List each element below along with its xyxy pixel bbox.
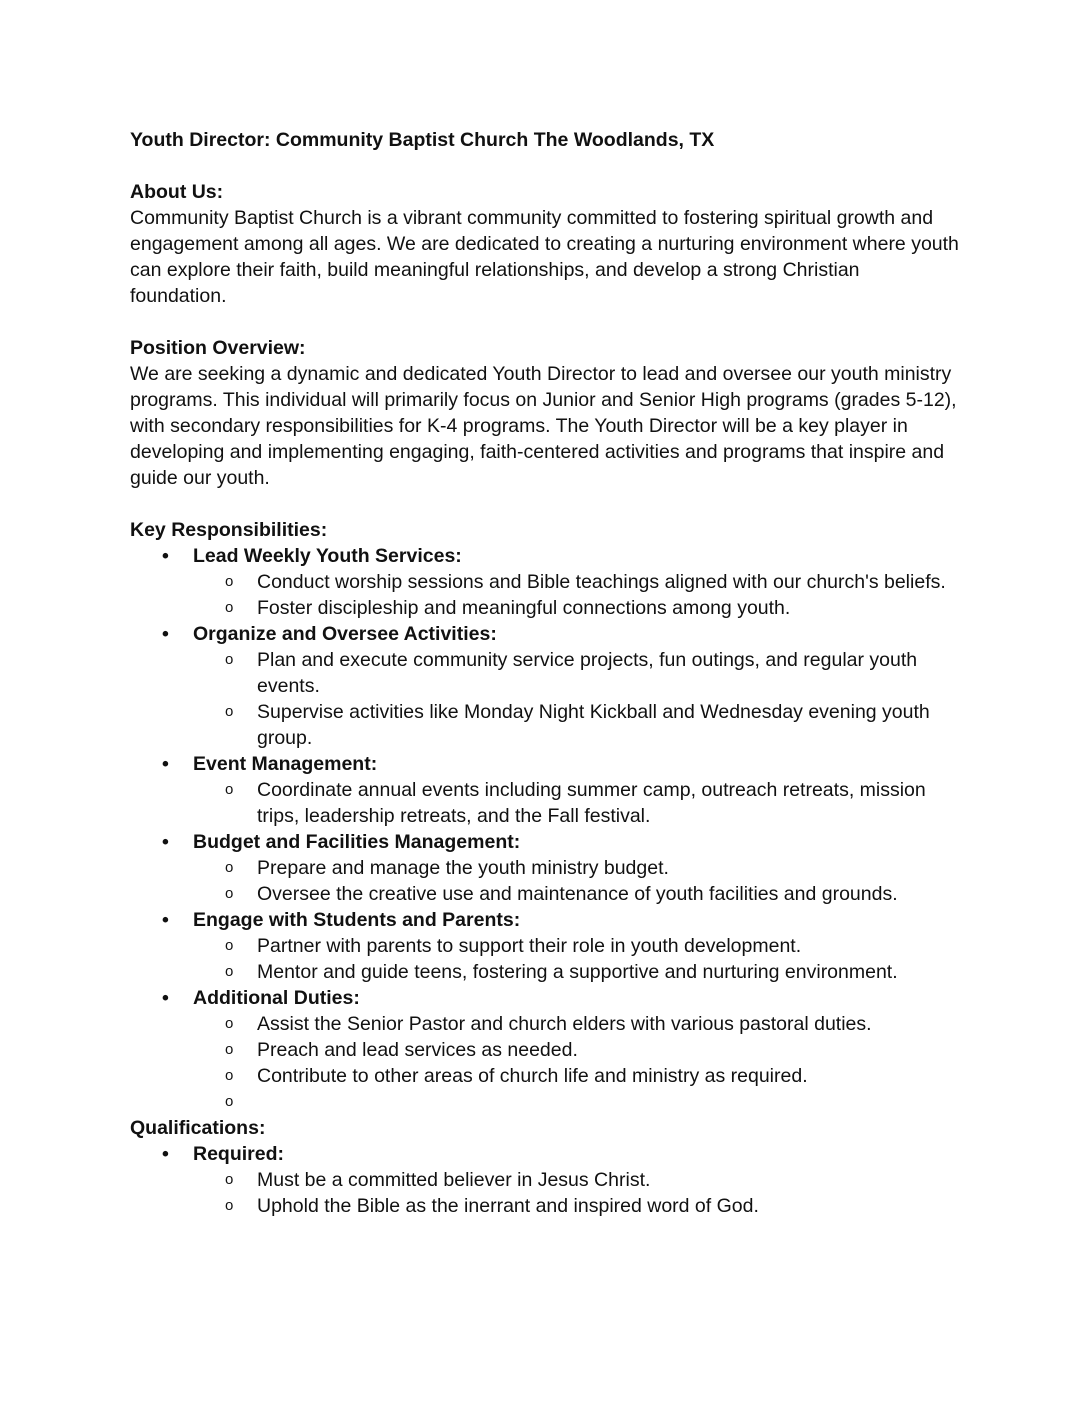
sub-list-item [193,881,960,907]
about-heading: About Us: [130,181,224,203]
list-item [130,829,960,907]
spacer [130,153,960,179]
list-item [130,985,960,1115]
sub-list [193,569,960,621]
circle-bullet-icon: o [225,1093,234,1110]
sub-list-item [193,959,960,985]
list-item [130,751,960,829]
bullet-icon: • [162,987,169,1009]
sub-list [193,777,960,829]
document-title: Youth Director: Community Baptist Church The Woodlands, TX [130,129,715,151]
sub-list-item-text: Plan and execute community service projects, fun outings, and regular youth events. [257,649,918,697]
list-item-label: Additional Duties: [193,987,360,1009]
sub-list [193,1011,960,1115]
sub-list-item [193,1011,960,1037]
circle-bullet-icon: o [225,703,234,720]
sub-list-item [193,1167,960,1193]
sub-list-item-text: Conduct worship sessions and Bible teachings aligned with our church's beliefs. [257,571,946,593]
qualifications-list [130,1141,960,1219]
bullet-icon: • [162,753,169,775]
sub-list-item-text: Foster discipleship and meaningful connections among youth. [257,597,791,619]
bullet-icon: • [162,1143,169,1165]
circle-bullet-icon: o [225,885,234,902]
bullet-icon: • [162,831,169,853]
qualifications-heading: Qualifications: [130,1117,266,1139]
sub-list-item [193,1089,960,1115]
sub-list [193,855,960,907]
sub-list-item-text [257,1091,262,1113]
sub-list-item-text: Must be a committed believer in Jesus Christ. [257,1169,651,1191]
sub-list-item [193,855,960,881]
circle-bullet-icon: o [225,937,234,954]
sub-list-item [193,933,960,959]
circle-bullet-icon: o [225,963,234,980]
sub-list [193,933,960,985]
bullet-icon: • [162,545,169,567]
sub-list-item [193,777,960,829]
list-item-label: Organize and Oversee Activities: [193,623,497,645]
sub-list [193,647,960,751]
circle-bullet-icon: o [225,1015,234,1032]
circle-bullet-icon: o [225,1067,234,1084]
sub-list-item-text: Uphold the Bible as the inerrant and inspired word of God. [257,1195,759,1217]
sub-list-item [193,699,960,751]
spacer [130,491,960,517]
list-item [130,621,960,751]
sub-list-item [193,1193,960,1219]
sub-list-item-text: Partner with parents to support their role in youth development. [257,935,802,957]
list-item [130,1141,960,1219]
about-body: Community Baptist Church is a vibrant community committed to fostering spiritual growth and engagement among all ages. We are dedicated to creating a nurturing environment where youth can explore their faith, build meaningful relationships, and develop a strong Christian foundation. [130,207,959,307]
list-item-label: Lead Weekly Youth Services: [193,545,462,567]
sub-list-item-text: Assist the Senior Pastor and church elders with various pastoral duties. [257,1013,872,1035]
circle-bullet-icon: o [225,781,234,798]
circle-bullet-icon: o [225,1041,234,1058]
sub-list-item-text: Mentor and guide teens, fostering a supportive and nurturing environment. [257,961,898,983]
sub-list-item [193,647,960,699]
sub-list-item-text: Preach and lead services as needed. [257,1039,578,1061]
circle-bullet-icon: o [225,1197,234,1214]
document-page [130,127,960,1219]
sub-list-item [193,1063,960,1089]
sub-list-item [193,569,960,595]
list-item-label: Budget and Facilities Management: [193,831,521,853]
circle-bullet-icon: o [225,651,234,668]
sub-list-item-text: Prepare and manage the youth ministry budget. [257,857,669,879]
sub-list-item-text: Oversee the creative use and maintenance of youth facilities and grounds. [257,883,898,905]
list-item [130,907,960,985]
list-item-label: Required: [193,1143,285,1165]
spacer [130,309,960,335]
bullet-icon: • [162,623,169,645]
list-item-label: Event Management: [193,753,378,775]
circle-bullet-icon: o [225,1171,234,1188]
list-item-label: Engage with Students and Parents: [193,909,521,931]
sub-list-item-text: Coordinate annual events including summer camp, outreach retreats, mission trips, leadership retreats, and the Fall festival. [257,779,926,827]
circle-bullet-icon: o [225,859,234,876]
bullet-icon: • [162,909,169,931]
responsibilities-heading: Key Responsibilities: [130,519,328,541]
circle-bullet-icon: o [225,599,234,616]
sub-list-item [193,595,960,621]
sub-list-item-text: Contribute to other areas of church life and ministry as required. [257,1065,808,1087]
overview-body: We are seeking a dynamic and dedicated Youth Director to lead and oversee our youth ministry programs. This individual will primarily focus on Junior and Senior High programs (grades 5-12), with secondary responsibilities for K-4 programs. The Youth Director will be a key player in developing and implementing engaging, faith-centered activities and programs that inspire and guide our youth. [130,363,957,489]
sub-list [193,1167,960,1219]
list-item [130,543,960,621]
overview-heading: Position Overview: [130,337,306,359]
responsibilities-list [130,543,960,1115]
sub-list-item [193,1037,960,1063]
sub-list-item-text: Supervise activities like Monday Night Kickball and Wednesday evening youth group. [257,701,930,749]
circle-bullet-icon: o [225,573,234,590]
